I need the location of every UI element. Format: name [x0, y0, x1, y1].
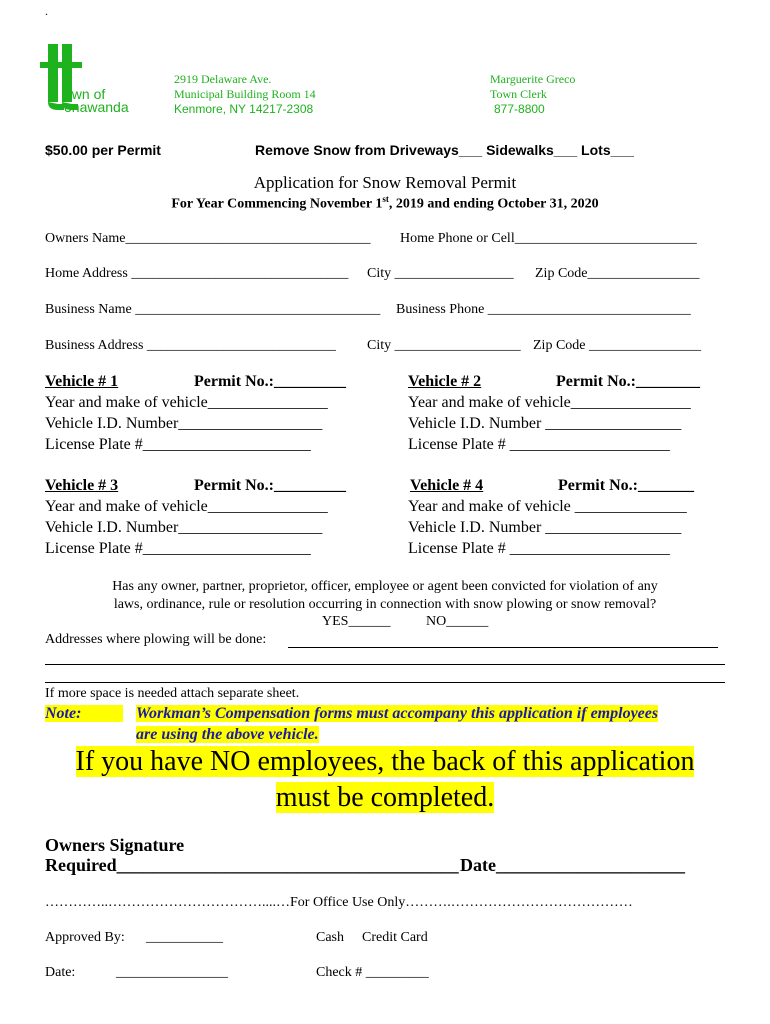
note-label — [45, 705, 123, 723]
business-city-field[interactable]: City __________________ — [367, 338, 521, 353]
permit-price: $50.00 per Permit — [45, 142, 161, 158]
vehicle-3-vin[interactable]: Vehicle I.D. Number__________________ — [45, 519, 323, 536]
signature-required-field[interactable]: Required______________________________________ — [45, 855, 459, 875]
vehicle-2-vin[interactable]: Vehicle I.D. Number _________________ — [408, 415, 682, 432]
home-city-field[interactable]: City _________________ — [367, 266, 514, 281]
vehicle-1-plate[interactable]: License Plate #_____________________ — [45, 436, 311, 453]
addresses-line-1[interactable] — [288, 647, 718, 648]
subtitle-sup: st — [382, 194, 389, 204]
credit-card-option[interactable]: Credit Card — [362, 930, 428, 945]
approved-by-label: Approved By: — [45, 930, 125, 945]
question-line1: Has any owner, partner, proprietor, officer, employee or agent been convicted for violation of any — [112, 579, 658, 594]
home-phone-field[interactable]: Home Phone or Cell__________________________ — [400, 231, 697, 246]
clerk-name: Marguerite Greco — [490, 72, 576, 86]
no-employees-line2-span: must be completed. — [275, 782, 495, 813]
logo-line2: onawanda — [64, 99, 129, 115]
address-line3: Kenmore, NY 14217-2308 — [174, 102, 314, 116]
vehicle-3-title: Vehicle # 3 — [45, 477, 119, 494]
vehicle-2-plate[interactable]: License Plate # ____________________ — [408, 436, 670, 453]
addresses-label: Addresses where plowing will be done: — [45, 632, 267, 647]
note-text-line2-span: are using the above vehicle. — [136, 726, 319, 743]
approved-by-blank[interactable]: ___________ — [146, 930, 223, 945]
note-label-text: Note: — [45, 705, 82, 722]
vehicle-2-title: Vehicle # 2 — [408, 373, 482, 390]
business-name-field[interactable]: Business Name ___________________________________ — [45, 302, 381, 317]
addresses-line-2[interactable] — [45, 664, 725, 665]
note-text-line2 — [136, 726, 319, 744]
vehicle-4-vin[interactable]: Vehicle I.D. Number _________________ — [408, 519, 682, 536]
clerk-phone: 877-8800 — [494, 102, 545, 116]
no-employees-line1-span: If you have NO employees, the back of this application — [75, 746, 695, 777]
office-date-label: Date: — [45, 965, 76, 980]
signature-date-field[interactable]: Date_____________________ — [460, 855, 685, 875]
vehicle-4-permit[interactable]: Permit No.:_______ — [558, 477, 694, 494]
vehicle-2-permit[interactable]: Permit No.:________ — [556, 373, 700, 390]
addresses-line-3[interactable] — [45, 682, 725, 683]
no-option[interactable]: NO______ — [426, 614, 489, 629]
subtitle-post: , 2019 and ending October 31, 2020 — [388, 196, 599, 212]
vehicle-3-plate[interactable]: License Plate #_____________________ — [45, 540, 311, 557]
form-subtitle — [0, 194, 770, 213]
vehicle-1-title: Vehicle # 1 — [45, 373, 119, 390]
home-address-field[interactable]: Home Address _______________________________ — [45, 266, 349, 281]
owners-name-field[interactable]: Owners Name___________________________________ — [45, 231, 371, 246]
logo-line1: own of — [64, 86, 106, 102]
office-use-divider: …………..……………………………....…For Office Use Only……….………………………………… — [45, 895, 633, 910]
question-line2: laws, ordinance, rule or resolution occurring in connection with snow plowing or snow removal? — [113, 597, 657, 612]
note-text-line1 — [136, 705, 658, 723]
vehicle-1-year[interactable]: Year and make of vehicle_______________ — [45, 394, 328, 411]
vehicle-3-permit[interactable]: Permit No.:_________ — [194, 477, 346, 494]
vehicle-1-vin[interactable]: Vehicle I.D. Number__________________ — [45, 415, 323, 432]
address-line2: Municipal Building Room 14 — [174, 87, 316, 101]
no-employees-line1 — [0, 745, 770, 779]
vehicle-1-permit[interactable]: Permit No.:_________ — [194, 373, 346, 390]
yes-option[interactable]: YES______ — [322, 614, 391, 629]
vehicle-4-plate[interactable]: License Plate # ____________________ — [408, 540, 670, 557]
check-number-field[interactable]: Check # _________ — [316, 965, 429, 980]
remove-snow-options[interactable]: Remove Snow from Driveways___ Sidewalks___ Lots___ — [255, 142, 634, 158]
business-address-field[interactable]: Business Address ___________________________ — [45, 338, 336, 353]
office-date-blank[interactable]: ________________ — [116, 965, 228, 980]
form-title: Application for Snow Removal Permit — [253, 173, 517, 192]
more-space-note: If more space is needed attach separate sheet. — [45, 686, 300, 701]
vehicle-3-year[interactable]: Year and make of vehicle_______________ — [45, 498, 328, 515]
vehicle-4-year[interactable]: Year and make of vehicle ______________ — [408, 498, 687, 515]
clerk-title: Town Clerk — [490, 87, 547, 101]
business-zip-field[interactable]: Zip Code ________________ — [533, 338, 701, 353]
top-mark: . — [45, 4, 48, 18]
note-text-line1-span: Workman’s Compensation forms must accompany this application if employees — [136, 705, 659, 722]
cash-option[interactable]: Cash — [316, 930, 344, 945]
business-phone-field[interactable]: Business Phone _____________________________ — [396, 302, 691, 317]
no-employees-line2 — [0, 781, 770, 815]
vehicle-4-title: Vehicle # 4 — [410, 477, 484, 494]
vehicle-2-year[interactable]: Year and make of vehicle_______________ — [408, 394, 691, 411]
owners-signature-label: Owners Signature — [45, 835, 185, 855]
subtitle-pre: For Year Commencing November 1 — [171, 196, 383, 212]
address-line1: 2919 Delaware Ave. — [174, 72, 272, 86]
home-zip-field[interactable]: Zip Code________________ — [535, 266, 700, 281]
